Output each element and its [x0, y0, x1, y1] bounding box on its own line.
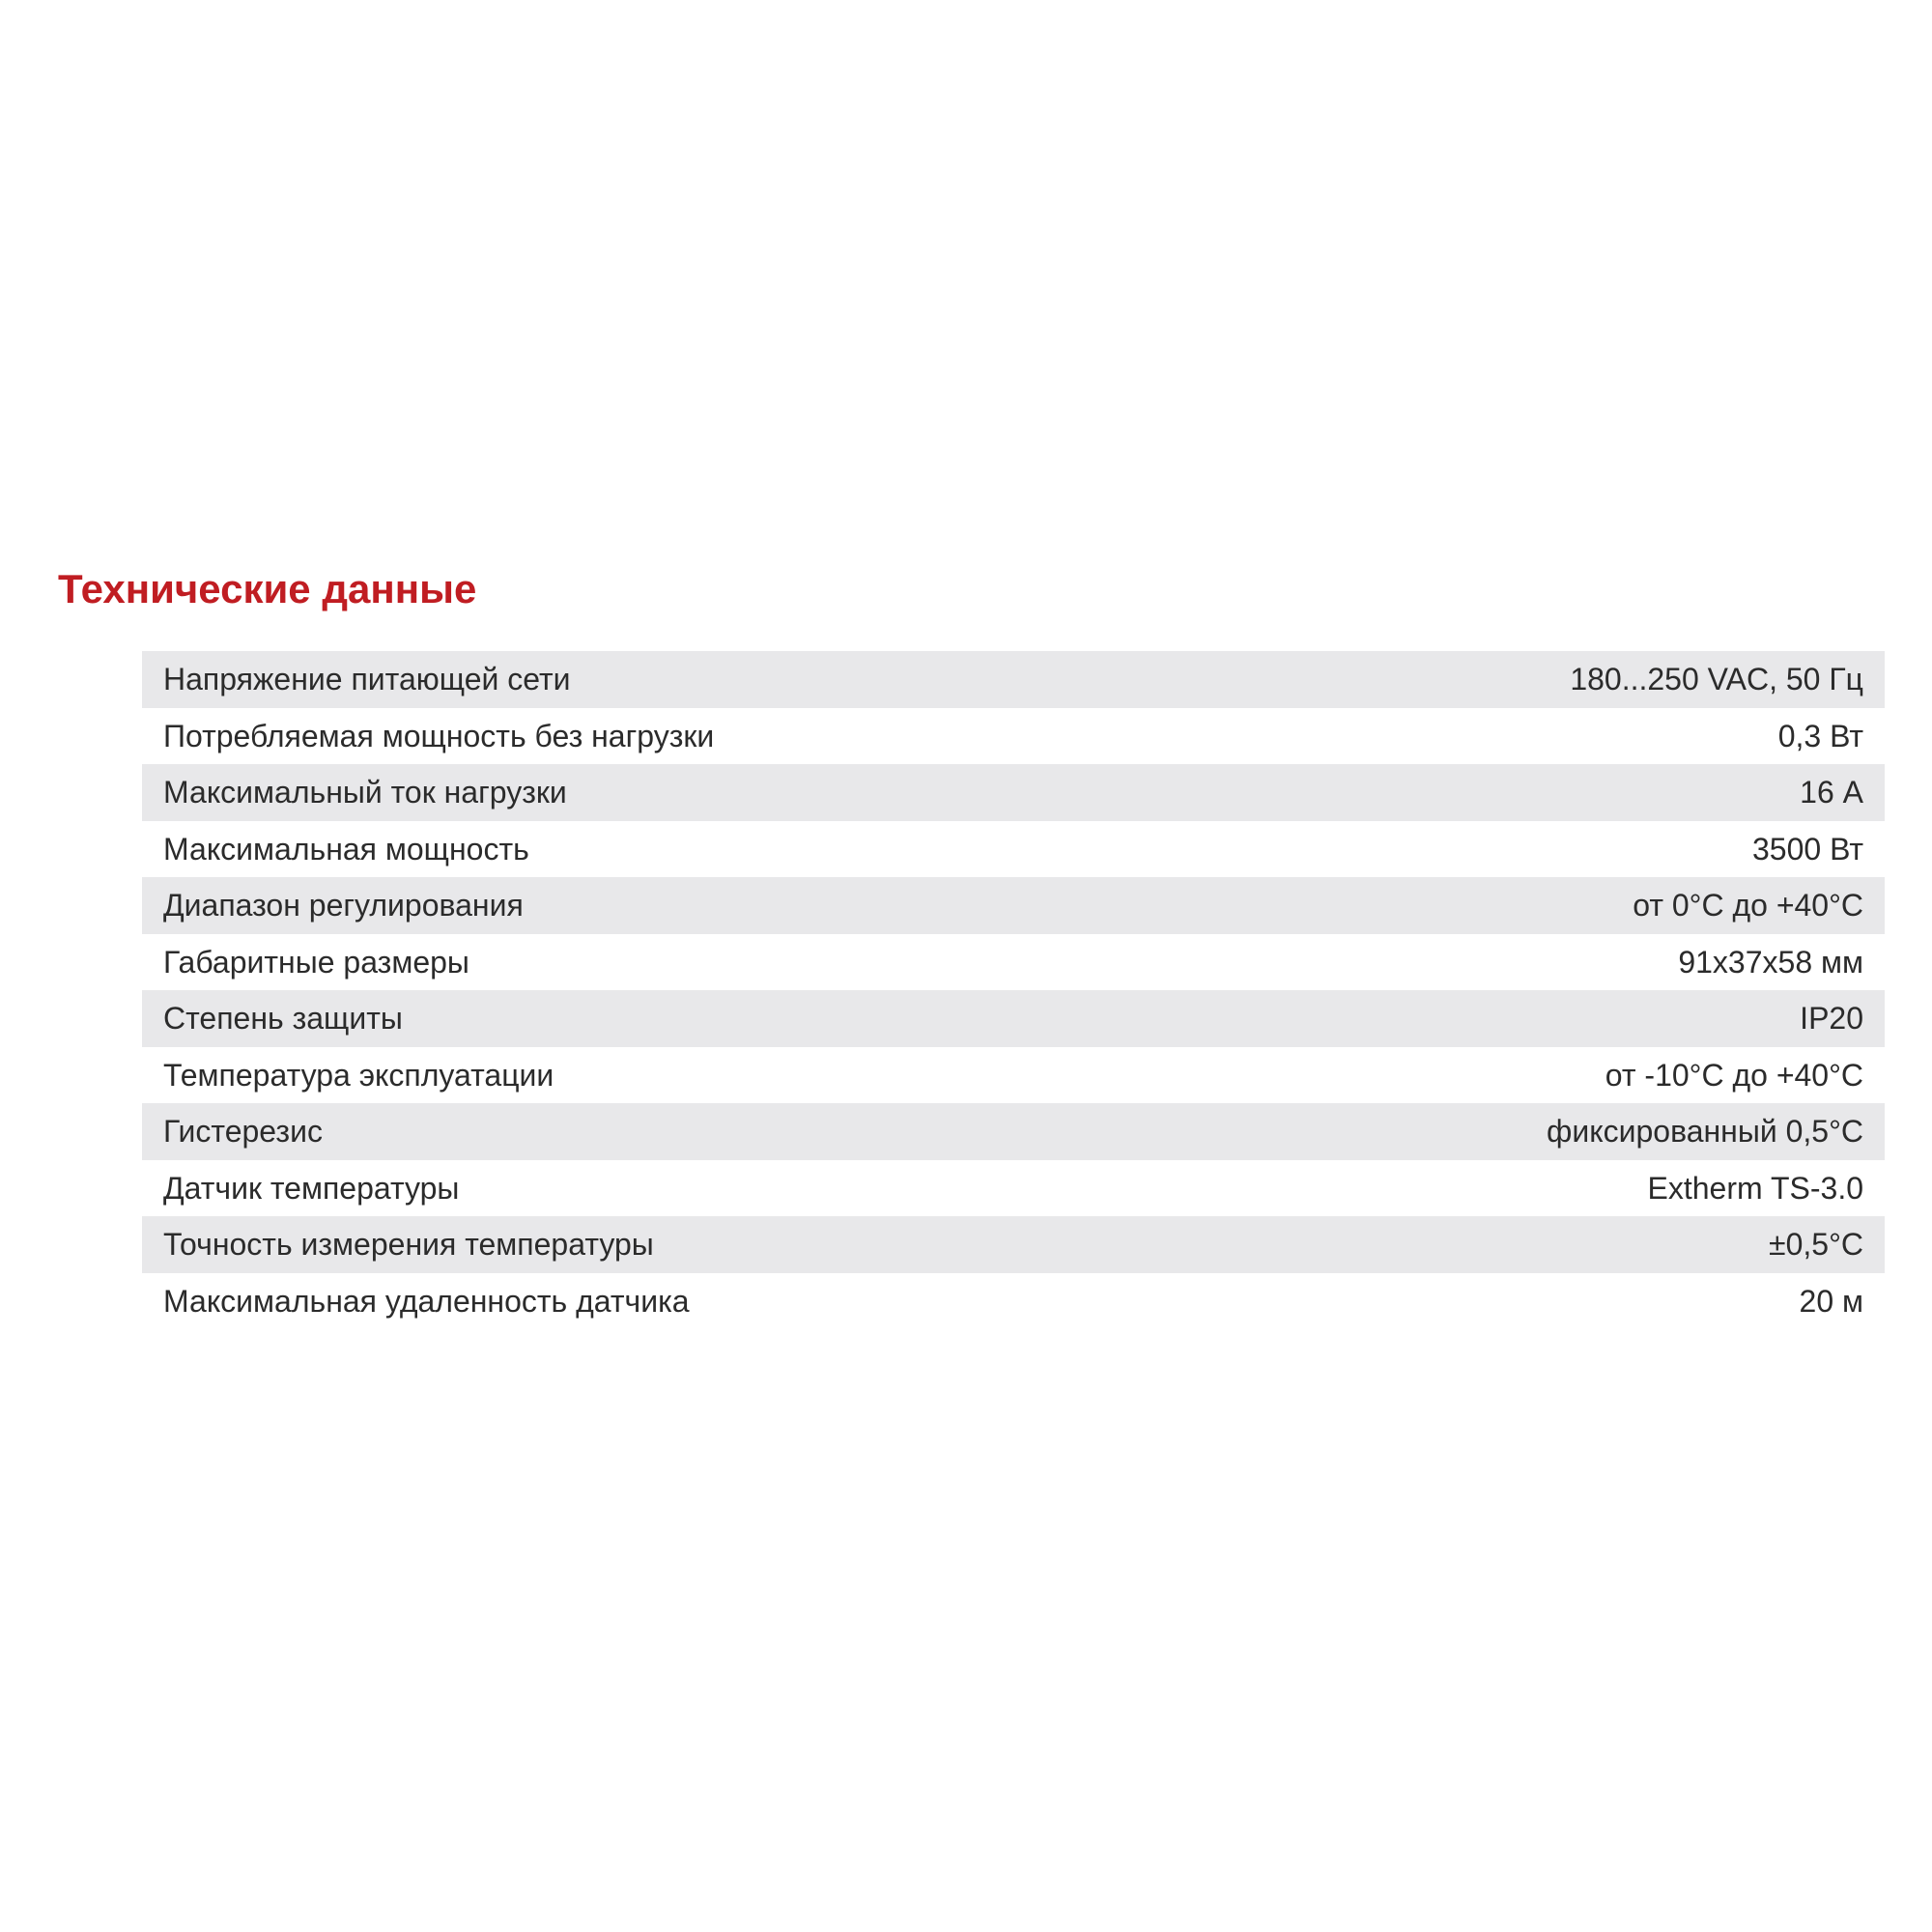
spec-row-sensor-distance [142, 1273, 1885, 1330]
spec-label: Габаритные размеры [163, 944, 469, 980]
spec-row-hysteresis [142, 1103, 1885, 1160]
spec-value: 20 м [1799, 1283, 1863, 1319]
spec-value: от -10°С до +40°С [1605, 1057, 1863, 1093]
spec-label: Напряжение питающей сети [163, 662, 571, 697]
spec-row-operating-temperature [142, 1047, 1885, 1104]
spec-row-idle-power [142, 708, 1885, 765]
spec-value: IP20 [1800, 1001, 1863, 1037]
spec-label: Потребляемая мощность без нагрузки [163, 718, 715, 753]
spec-value: от 0°С до +40°С [1633, 888, 1863, 923]
spec-row-protection-rating [142, 990, 1885, 1047]
spec-row-temperature-sensor [142, 1160, 1885, 1217]
spec-label: Максимальная удаленность датчика [163, 1283, 690, 1319]
spec-value: 0,3 Вт [1777, 718, 1863, 753]
spec-label: Максимальная мощность [163, 831, 529, 867]
spec-value: Extherm TS-3.0 [1647, 1170, 1863, 1206]
spec-label: Точность измерения температуры [163, 1227, 654, 1263]
spec-label: Температура эксплуатации [163, 1057, 554, 1093]
spec-value: 3500 Вт [1751, 831, 1863, 867]
spec-value: 180...250 VAC, 50 Гц [1570, 662, 1863, 697]
section-title: Технические данные [58, 566, 477, 611]
spec-label: Датчик температуры [163, 1170, 460, 1206]
spec-row-dimensions [142, 934, 1885, 991]
spec-label: Гистерезис [163, 1114, 323, 1150]
spec-value: ±0,5°С [1769, 1227, 1863, 1263]
spec-label: Максимальный ток нагрузки [163, 775, 567, 810]
spec-row-measurement-accuracy [142, 1216, 1885, 1273]
spec-label: Степень защиты [163, 1001, 403, 1037]
spec-value: 16 А [1800, 775, 1863, 810]
spec-label: Диапазон регулирования [163, 888, 524, 923]
specs-table [142, 651, 1885, 1329]
spec-row-regulation-range [142, 877, 1885, 934]
spec-row-supply-voltage [142, 651, 1885, 708]
spec-row-max-power [142, 821, 1885, 878]
spec-value: 91x37x58 мм [1678, 944, 1863, 980]
spec-row-max-current [142, 764, 1885, 821]
spec-value: фиксированный 0,5°С [1547, 1114, 1863, 1150]
